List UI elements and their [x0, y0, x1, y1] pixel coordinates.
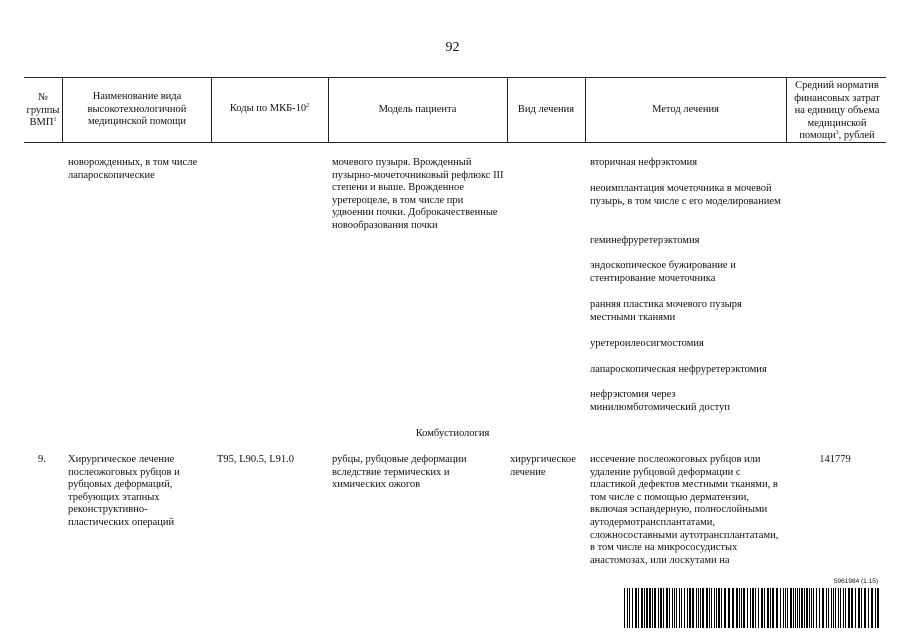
barcode-label: 5961984 (1.15)	[833, 578, 878, 585]
header-divider	[62, 77, 63, 143]
barcode-bar	[741, 588, 742, 628]
header-treatment-method-label: Метод лечения	[652, 104, 719, 115]
barcode-bar	[674, 588, 675, 628]
barcode-bar	[660, 588, 662, 628]
barcode-bar	[624, 588, 625, 628]
continuation-patient-model: мочевого пузыря. Врожденный пузырно-мочеточниковый рефлюкс III степени и выше. Врожденное уретероцеле, в том числе при удвоении почки. Доброкачественные новообразования почки	[332, 157, 504, 231]
barcode-bar	[840, 588, 841, 628]
barcode-bar	[877, 588, 879, 628]
barcode-bar	[843, 588, 844, 628]
barcode-bar	[714, 588, 715, 628]
barcode-bar	[739, 588, 740, 628]
barcode-bar	[716, 588, 717, 628]
row9-patient-model: рубцы, рубцовые деформации вследствие термических и химических ожогов	[332, 454, 467, 491]
barcode-bar	[706, 588, 708, 628]
page-number: 92	[445, 40, 460, 55]
barcode-bar	[822, 588, 824, 628]
row9-icd-codes: T95, L90.5, L91.0	[217, 454, 294, 465]
method-item: уретероилеосигмостомия	[590, 338, 704, 349]
barcode-bar	[747, 588, 748, 628]
header-patient-model-label: Модель пациента	[378, 104, 457, 115]
method-item: эндоскопическое бужирование и стентирование мочеточника	[590, 260, 736, 284]
barcode-bar	[669, 588, 670, 628]
barcode-bar	[875, 588, 876, 628]
barcode-bar	[652, 588, 653, 628]
barcode-bar	[679, 588, 680, 628]
barcode-bar	[629, 588, 630, 628]
barcode-bar	[799, 588, 800, 628]
barcode-bar	[646, 588, 648, 628]
barcode-bar	[795, 588, 796, 628]
barcode-bar	[718, 588, 720, 628]
barcode-bar	[828, 588, 829, 628]
barcode-bar	[761, 588, 763, 628]
barcode-bar	[770, 588, 771, 628]
barcode-bar	[776, 588, 778, 628]
footnote-mark: 2	[306, 103, 310, 109]
barcode-bar	[638, 588, 639, 628]
method-item: ранняя пластика мочевого пузыря местными тканями	[590, 299, 742, 323]
barcode-bar	[750, 588, 751, 628]
continuation-care-name: новорожденных, в том числе лапароскопические	[68, 157, 198, 181]
barcode-bar	[816, 588, 817, 628]
barcode-bar	[819, 588, 820, 628]
barcode-bar	[804, 588, 805, 628]
header-divider	[786, 77, 787, 143]
barcode-bar	[728, 588, 730, 628]
barcode-bar	[663, 588, 664, 628]
barcode-bar	[806, 588, 808, 628]
row9-cost: 141779	[819, 454, 851, 465]
barcode-bar	[797, 588, 798, 628]
barcode-bar	[724, 588, 726, 628]
barcode-bar	[632, 588, 633, 628]
barcode-bar	[654, 588, 656, 628]
method-item: вторичная нефрэктомия	[590, 157, 698, 168]
barcode-bar	[649, 588, 651, 628]
barcode-bar	[831, 588, 832, 628]
barcode-bar	[833, 588, 834, 628]
barcode-bar	[709, 588, 710, 628]
barcode-bar	[855, 588, 856, 628]
barcode-bar	[838, 588, 839, 628]
header-top-rule	[24, 77, 886, 78]
barcode-bar	[861, 588, 862, 628]
barcode-bar	[644, 588, 645, 628]
method-item: неоимплантация мочеточника в мочевой пузырь, в том числе с его моделированием	[590, 183, 781, 207]
section-title: Комбустиология	[415, 428, 490, 439]
barcode-bar	[658, 588, 659, 628]
barcode-bars	[624, 588, 880, 628]
method-item: лапароскопическая нефруретерэктомия	[590, 364, 767, 375]
barcode-bar	[801, 588, 803, 628]
header-bottom-rule	[24, 142, 886, 143]
barcode-bar	[752, 588, 754, 628]
barcode-bar	[858, 588, 860, 628]
barcode-bar	[684, 588, 685, 628]
footnote-mark: 3	[835, 130, 839, 136]
barcode-bar	[696, 588, 697, 628]
barcode-bar	[700, 588, 701, 628]
barcode-bar	[641, 588, 643, 628]
barcode-bar	[627, 588, 628, 628]
barcode-bar	[811, 588, 812, 628]
barcode-bar	[689, 588, 691, 628]
barcode-bar	[732, 588, 734, 628]
barcode-bar	[767, 588, 769, 628]
header-treatment-method	[585, 104, 786, 117]
header-icd-codes-label: Коды по МКБ-10	[229, 103, 307, 114]
barcode-bar	[772, 588, 774, 628]
barcode-bar	[687, 588, 688, 628]
barcode-bar	[672, 588, 673, 628]
barcode-bar	[635, 588, 637, 628]
header-care-name-label: Наименование вида высокотехнологичной медицинской помощи	[87, 91, 187, 127]
barcode-bar	[785, 588, 786, 628]
barcode-bar	[736, 588, 738, 628]
barcode-bar	[666, 588, 668, 628]
header-group-number	[24, 92, 62, 130]
barcode-bar	[698, 588, 699, 628]
barcode-bar	[787, 588, 788, 628]
barcode-bar	[790, 588, 792, 628]
method-item: геминефруретерэктомия	[590, 235, 700, 246]
barcode-bar	[864, 588, 866, 628]
header-cost-unit: , рублей	[838, 130, 875, 141]
header-treatment-type-label: Вид лечения	[517, 104, 575, 115]
method-item: нефрэктомия через минилюмботомический доступ	[590, 389, 730, 413]
row9-treatment-type: хирургическое лечение	[510, 454, 576, 478]
header-treatment-type	[507, 104, 585, 117]
barcode-bar	[848, 588, 850, 628]
barcode-bar	[764, 588, 765, 628]
barcode-bar	[845, 588, 846, 628]
barcode-bar	[702, 588, 704, 628]
barcode-bar	[721, 588, 722, 628]
header-group-label: № группы ВМП	[26, 92, 60, 128]
barcode-bar	[868, 588, 869, 628]
header-cost-norm-label: Средний норматив финансовых затрат на единицу объема медицинской помощи	[794, 80, 880, 141]
row9-care-name: Хирургическое лечение послеожоговых рубцов и рубцовых деформаций, требующих этапных реконструктивно-пластических операций	[68, 454, 180, 528]
header-cost-norm	[788, 80, 886, 143]
header-icd-codes	[211, 103, 328, 116]
barcode-bar	[743, 588, 745, 628]
row9-number: 9.	[38, 454, 46, 465]
footnote-mark: 1	[53, 117, 57, 123]
barcode-bar	[826, 588, 827, 628]
barcode-bar	[758, 588, 759, 628]
row9-treatment-method: иссечение послеожоговых рубцов или удаление рубцовой деформации с пластикой дефектов местными тканями, в том числе с помощью дерматензии, включая эспандерную, полнослойными аутодермотрансплантатами, сложносоставными аутотрансплантатами, в том числе на микрососудистых анастомозах, или лоскутами на	[590, 454, 779, 566]
barcode-bar	[681, 588, 682, 628]
barcode-bar	[809, 588, 810, 628]
barcode-bar	[793, 588, 794, 628]
header-care-name	[70, 91, 204, 129]
barcode-bar	[755, 588, 756, 628]
barcode-bar	[813, 588, 814, 628]
barcode-bar	[676, 588, 677, 628]
barcode-bar	[692, 588, 694, 628]
barcode-bar	[871, 588, 873, 628]
barcode-bar	[780, 588, 781, 628]
barcode	[624, 578, 880, 630]
barcode-bar	[835, 588, 836, 628]
barcode-bar	[783, 588, 784, 628]
barcode-bar	[851, 588, 853, 628]
barcode-bar	[711, 588, 712, 628]
header-patient-model	[328, 104, 507, 117]
